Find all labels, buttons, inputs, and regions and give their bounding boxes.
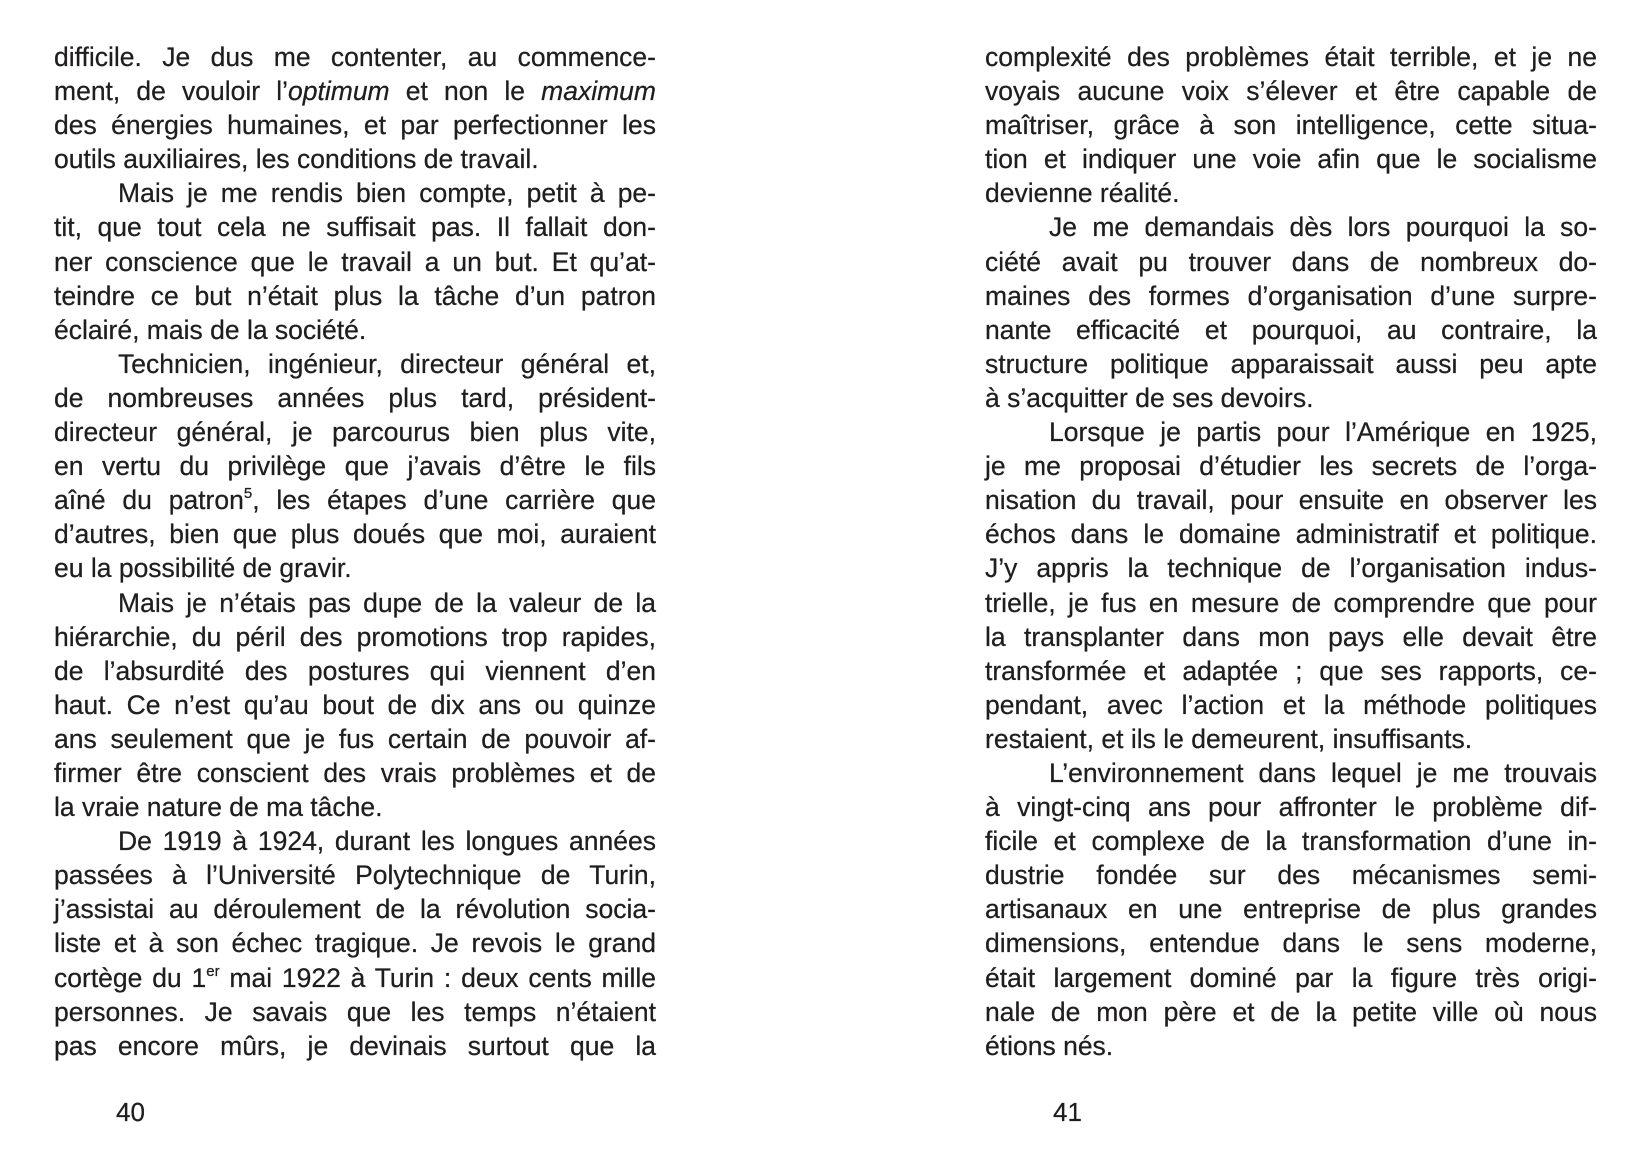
text-line: voyais aucune voix s’élever et être capable de	[985, 76, 1597, 107]
text-line: Mais je me rendis bien compte, petit à pe-	[118, 178, 656, 209]
text-line: dustrie fondée sur des mécanismes semi-	[985, 860, 1597, 891]
text-line: transformée et adaptée ; que ses rapports, ce-	[985, 655, 1597, 686]
text-line: devienne réalité.	[985, 178, 1180, 209]
text-line: nale de mon père et de la petite ville où nous	[985, 996, 1597, 1027]
right-page-text	[985, 40, 1597, 1063]
text-line: De 1919 à 1924, durant les longues années	[118, 826, 656, 857]
text-line: difficile. Je dus me contenter, au commence-	[54, 42, 656, 72]
text-line	[54, 961, 656, 995]
text-line: liste et à son échec tragique. Je revois le grand	[54, 928, 656, 959]
text-fragment: et non le	[389, 76, 542, 107]
text-line: échos dans le domaine administratif et politique.	[985, 519, 1597, 550]
text-line: structure politique apparaissait aussi peu apte	[985, 348, 1597, 379]
superscript: 5	[243, 485, 253, 503]
text-line	[54, 74, 656, 108]
text-line: nisation du travail, pour ensuite en observer les	[985, 485, 1597, 516]
text-line: la transplanter dans mon pays elle devait être	[985, 621, 1597, 652]
text-line: teindre ce but n’était plus la tâche d’un patron	[54, 280, 656, 311]
text-line: haut. Ce n’est qu’au bout de dix ans ou quinze	[54, 689, 656, 720]
text-line: pas encore mûrs, je devinais surtout que la	[54, 1030, 656, 1061]
text-line: ficile et complexe de la transformation d’une in-	[985, 826, 1597, 857]
text-line: firmer être conscient des vrais problèmes et de	[54, 757, 656, 788]
text-line: Lorsque je partis pour l’Amérique en 1925,	[1049, 417, 1597, 448]
text-line: directeur général, je parcourus bien plus vite,	[54, 417, 656, 448]
text-line: nante efficacité et pourquoi, au contraire, la	[985, 314, 1597, 345]
text-line: ans seulement que je fus certain de pouvoir af-	[54, 723, 656, 754]
text-line: à s’acquitter de ses devoirs.	[985, 382, 1314, 413]
left-page-text	[54, 40, 656, 1063]
text-line: des énergies humaines, et par perfectionner les	[54, 110, 656, 141]
text-line: la vraie nature de ma tâche.	[54, 792, 383, 823]
text-line: outils auxiliaires, les conditions de travail.	[54, 144, 539, 175]
text-line: éclairé, mais de la société.	[54, 314, 367, 345]
text-line: trielle, je fus en mesure de comprendre que pour	[985, 587, 1597, 618]
text-line: dimensions, entendue dans le sens moderne,	[985, 928, 1597, 959]
text-line: maîtriser, grâce à son intelligence, cette situa-	[985, 110, 1597, 141]
text-line: étions nés.	[985, 1030, 1114, 1061]
text-line: L’environnement dans lequel je me trouvais	[1049, 757, 1597, 788]
text-line: hiérarchie, du péril des promotions trop rapides,	[54, 621, 656, 652]
text-line: J’y appris la technique de l’organisation indus-	[985, 553, 1597, 584]
text-line: je me proposai d’étudier les secrets de l’orga-	[985, 451, 1597, 482]
text-fragment: , les étapes d’une carrière que	[252, 485, 656, 516]
italic-term: maximum	[541, 76, 656, 107]
text-fragment: cortège du 1	[54, 962, 207, 993]
text-line: maines des formes d’organisation d’une surpre-	[985, 280, 1597, 311]
text-line: d’autres, bien que plus doués que moi, auraient	[54, 519, 656, 550]
text-line: pendant, avec l’action et la méthode politiques	[985, 689, 1597, 720]
text-fragment: aîné du patron	[54, 485, 244, 516]
text-line: complexité des problèmes était terrible, et je ne	[985, 42, 1597, 72]
text-line: Je me demandais dès lors pourquoi la so-	[1049, 212, 1597, 243]
page-number-right: 41	[1053, 1097, 1082, 1127]
text-line: de nombreuses années plus tard, président-	[54, 382, 656, 413]
text-line: restaient, et ils le demeurent, insuffisants.	[985, 723, 1473, 754]
page-number-left: 40	[116, 1097, 145, 1127]
text-fragment: mai 1922 à Turin : deux cents mille	[219, 962, 656, 993]
text-line: artisanaux en une entreprise de plus grandes	[985, 894, 1597, 925]
text-line: de l’absurdité des postures qui viennent d’en	[54, 655, 656, 686]
text-line: tion et indiquer une voie afin que le socialisme	[985, 144, 1597, 175]
text-fragment: ment, de vouloir l’	[54, 76, 289, 107]
text-line: en vertu du privilège que j’avais d’être le fils	[54, 451, 656, 482]
text-line: j’assistai au déroulement de la révolution socia-	[54, 894, 656, 925]
text-line: passées à l’Université Polytechnique de Turin,	[54, 860, 656, 891]
text-line: personnes. Je savais que les temps n’étaient	[54, 996, 656, 1027]
text-line: Technicien, ingénieur, directeur général et,	[118, 348, 656, 379]
text-line: ner conscience que le travail a un but. Et qu’at-	[54, 246, 656, 277]
text-line: ciété avait pu trouver dans de nombreux do-	[985, 246, 1597, 277]
text-line: Mais je n’étais pas dupe de la valeur de la	[118, 587, 656, 618]
text-line: à vingt-cinq ans pour affronter le problème dif-	[985, 792, 1597, 823]
text-line: était largement dominé par la figure très origi-	[985, 962, 1597, 993]
superscript: er	[206, 962, 220, 980]
text-line: eu la possibilité de gravir.	[54, 553, 352, 584]
italic-term: optimum	[288, 76, 390, 107]
text-line	[54, 483, 656, 517]
text-line: tit, que tout cela ne suffisait pas. Il fallait don-	[54, 212, 656, 243]
